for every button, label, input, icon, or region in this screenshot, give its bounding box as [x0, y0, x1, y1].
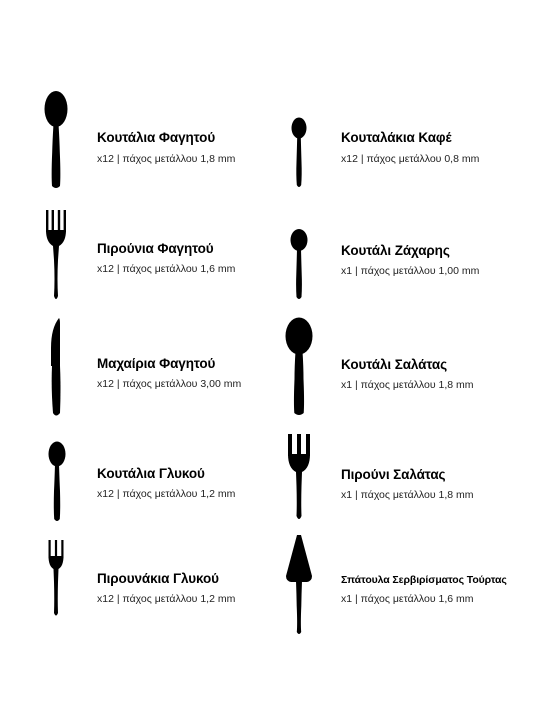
item-spec-6: x12 | πάχος μετάλλου 0,8 mm	[341, 153, 480, 165]
item-spec-2: x12 | πάχος μετάλλου 1,6 mm	[97, 263, 236, 275]
salad-spoon-icon	[284, 317, 314, 417]
dessert-spoon-icon	[46, 441, 68, 523]
item-title-4: Κουτάλια Γλυκού	[97, 466, 205, 481]
cake-server-icon	[284, 534, 314, 636]
item-spec-5: x12 | πάχος μετάλλου 1,2 mm	[97, 593, 236, 605]
dessert-fork-icon	[46, 540, 66, 618]
item-spec-9: x1 | πάχος μετάλλου 1,8 mm	[341, 489, 474, 501]
knife-icon	[47, 318, 67, 418]
item-title-2: Πιρούνια Φαγητού	[97, 241, 214, 256]
item-title-9: Πιρούνι Σαλάτας	[341, 467, 446, 482]
item-spec-8: x1 | πάχος μετάλλου 1,8 mm	[341, 379, 474, 391]
item-spec-7: x1 | πάχος μετάλλου 1,00 mm	[341, 265, 480, 277]
item-spec-4: x12 | πάχος μετάλλου 1,2 mm	[97, 488, 236, 500]
item-title-10: Σπάτουλα Σερβιρίσματος Τούρτας	[341, 574, 507, 586]
item-title-7: Κουτάλι Ζάχαρης	[341, 243, 450, 258]
item-spec-3: x12 | πάχος μετάλλου 3,00 mm	[97, 378, 242, 390]
spoon-icon	[42, 90, 70, 190]
item-title-8: Κουτάλι Σαλάτας	[341, 357, 448, 372]
coffee-spoon-icon	[290, 117, 308, 189]
salad-fork-icon	[286, 434, 312, 522]
sugar-spoon-icon	[289, 229, 309, 301]
item-title-3: Μαχαίρια Φαγητού	[97, 356, 216, 371]
item-spec-10: x1 | πάχος μετάλλου 1,6 mm	[341, 593, 474, 605]
item-title-6: Κουταλάκια Καφέ	[341, 130, 452, 145]
item-title-1: Κουτάλια Φαγητού	[97, 130, 216, 145]
item-title-5: Πιρουνάκια Γλυκού	[97, 571, 219, 586]
fork-icon	[44, 210, 68, 302]
item-spec-1: x12 | πάχος μετάλλου 1,8 mm	[97, 153, 236, 165]
